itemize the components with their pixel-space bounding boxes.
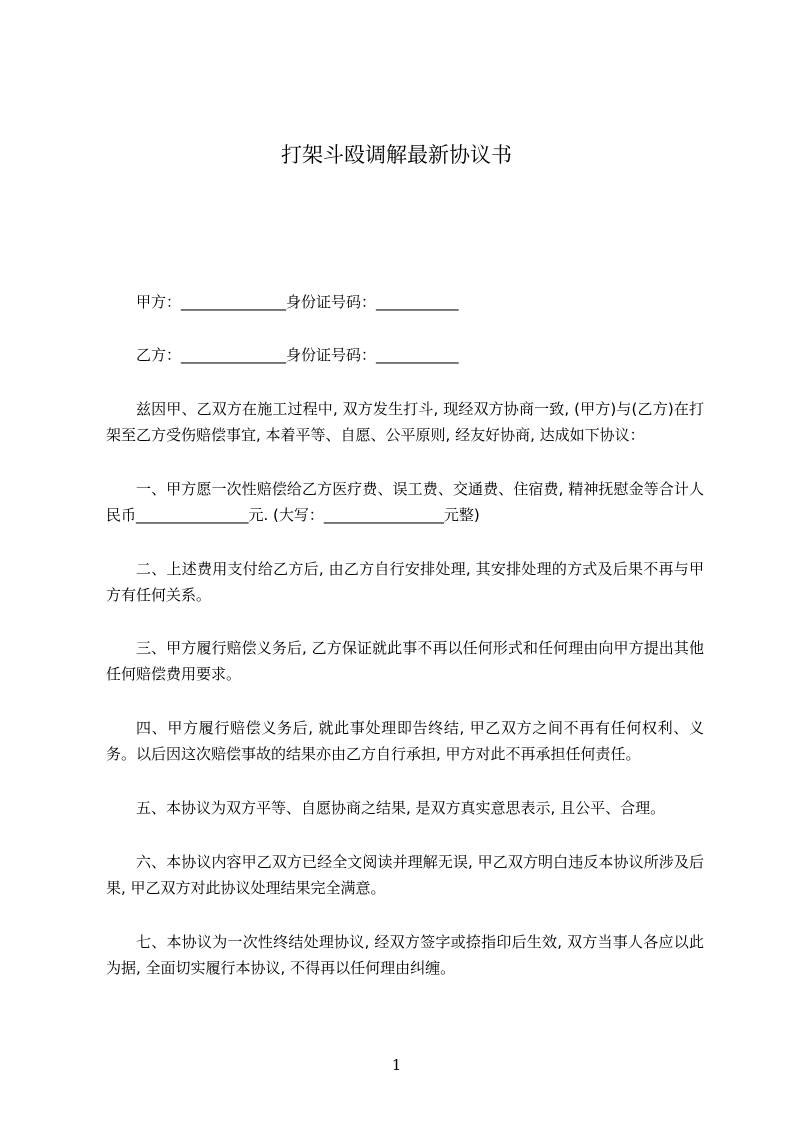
- party-a-line: 甲方：______________身份证号码：___________: [136, 293, 459, 311]
- clause-6: 六、本协议内容甲乙双方已经全文阅读并理解无误, 甲乙双方明白违反本协议所涉及后果, 甲乙双方对此协议处理结果完全满意。: [106, 853, 704, 897]
- intro-paragraph: 兹因甲、乙双方在施工过程中, 双方发生打斗, 现经双方协商一致, (甲方)与(乙方)在打架至乙方受伤赔偿事宜, 本着平等、自愿、公平原则, 经友好协商, 达成如下协议：: [106, 400, 704, 444]
- clause-2: 二、上述费用支付给乙方后, 由乙方自行安排处理, 其安排处理的方式及后果不再与甲方有任何关系。: [106, 560, 704, 604]
- clause-1: 一、甲方愿一次性赔偿给乙方医疗费、误工费、交通费、住宿费, 精神抚慰金等合计人民币_______________元. (大写：________________元整): [106, 480, 704, 524]
- party-b-line: 乙方：______________身份证号码：___________: [136, 346, 459, 364]
- clause-5: 五、本协议为双方平等、自愿协商之结果, 是双方真实意思表示, 且公平、合理。: [136, 799, 666, 817]
- clause-3: 三、甲方履行赔偿义务后, 乙方保证就此事不再以任何形式和任何理由向甲方提出其他任何赔偿费用要求。: [106, 639, 704, 683]
- clause-7: 七、本协议为一次性终结处理协议, 经双方签字或捺指印后生效, 双方当事人各应以此为据, 全面切实履行本协议, 不得再以任何理由纠缠。: [106, 933, 704, 977]
- page-number: 1: [391, 1056, 402, 1074]
- clause-4: 四、甲方履行赔偿义务后, 就此事处理即告终结, 甲乙双方之间不再有任何权利、义务。以后因这次赔偿事故的结果亦由乙方自行承担, 甲方对此不再承担任何责任。: [106, 719, 704, 763]
- document-title: 打架斗殴调解最新协议书: [281, 143, 512, 167]
